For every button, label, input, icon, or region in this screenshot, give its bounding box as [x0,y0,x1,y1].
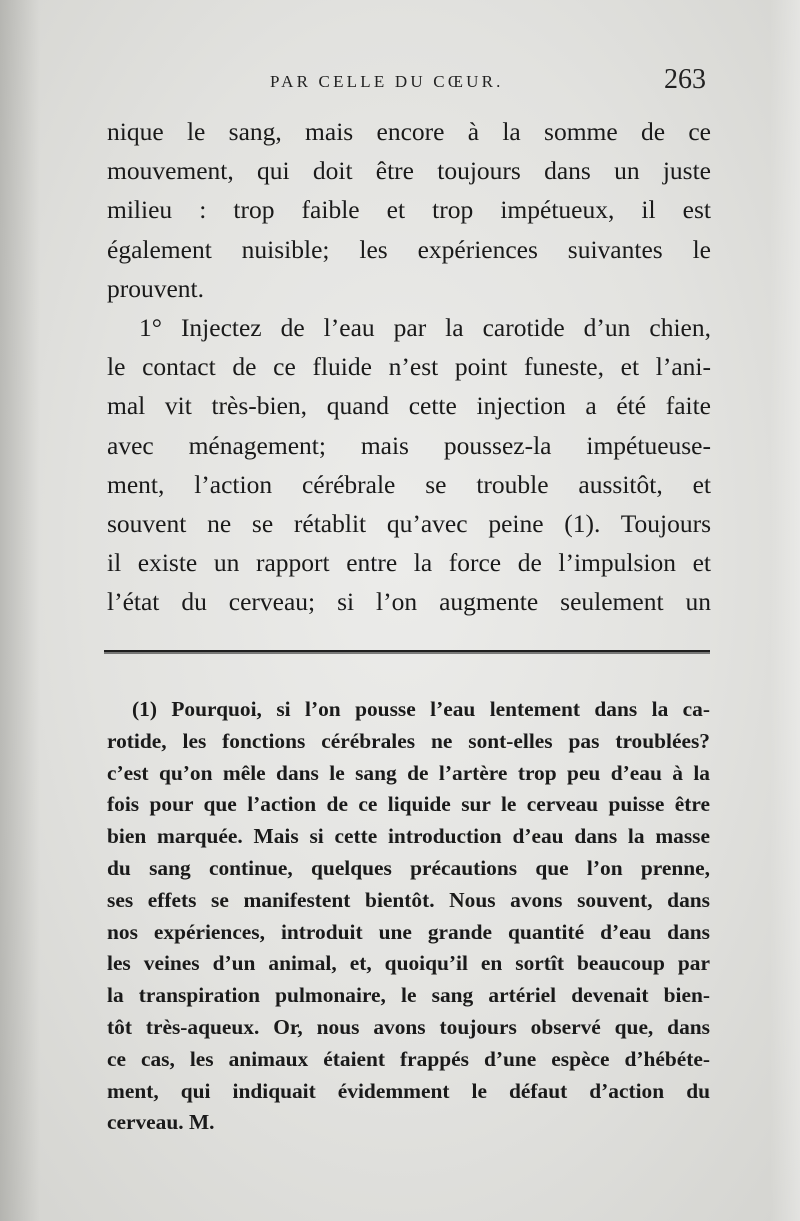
text-line: ment, l’action cérébrale se trouble aussitôt, et [107,469,711,499]
text-line: avec ménagement; mais poussez-la impétueuse- [107,430,711,460]
footnote-line: ment, qui indiquait évidemment le défaut d’action du [107,1078,710,1103]
main-text [107,112,711,622]
text-line: il existe un rapport entre la force de l’impulsion et [107,548,711,578]
text-line: milieu : trop faible et trop impétueux, il est [107,195,711,225]
text-line: nique le sang, mais encore à la somme de ce [107,117,711,146]
text-line: le contact de ce fluide n’est point funeste, et l’ani- [107,352,711,382]
footnote-line: tôt très-aqueux. Or, nous avons toujours observé que, dans [107,1014,710,1039]
text-line: souvent ne se rétablit qu’avec peine (1). Toujours [107,509,711,539]
footnote-line: c’est qu’on mêle dans le sang de l’artère trop peu d’eau à la [107,760,710,785]
text-line: mouvement, qui doit être toujours dans un juste [107,156,711,186]
text-line: prouvent. [107,273,205,303]
footnote-line: fois pour que l’action de ce liquide sur le cerveau puisse être [107,792,710,817]
page-number: 263 [664,64,706,95]
footnote-line: ses effets se manifestent bientôt. Nous avons souvent, dans [107,887,710,912]
footnote-line: bien marquée. Mais si cette introduction d’eau dans la masse [107,824,710,849]
running-title: PAR CELLE DU CŒUR. [270,72,504,91]
footnote-divider [104,650,710,652]
footnote [107,694,710,1139]
footnote-line: (1) Pourquoi, si l’on pousse l’eau lentement dans la ca- [132,697,710,721]
footnote-line: la transpiration pulmonaire, le sang artériel devenait bien- [107,983,710,1008]
footnote-line: les veines d’un animal, et, quoiqu’il en sortît beaucoup par [107,951,710,976]
footnote-line: du sang continue, quelques précautions que l’on prenne, [107,855,710,880]
footnote-line: rotide, les fonctions cérébrales ne sont-elles pas troublées? [107,728,710,753]
text-line: l’état du cerveau; si l’on augmente seulement un [107,587,711,617]
footnote-line: cerveau. M. [107,1110,215,1135]
footnote-line: ce cas, les animaux étaient frappés d’une espèce d’hébéte- [107,1046,710,1071]
footnote-line: nos expériences, introduit une grande quantité d’eau dans [107,919,710,944]
text-line: également nuisible; les expériences suivantes le [107,234,711,264]
text-line: mal vit très-bien, quand cette injection a été faite [107,391,711,421]
text-line: 1° Injectez de l’eau par la carotide d’un chien, [139,313,711,343]
